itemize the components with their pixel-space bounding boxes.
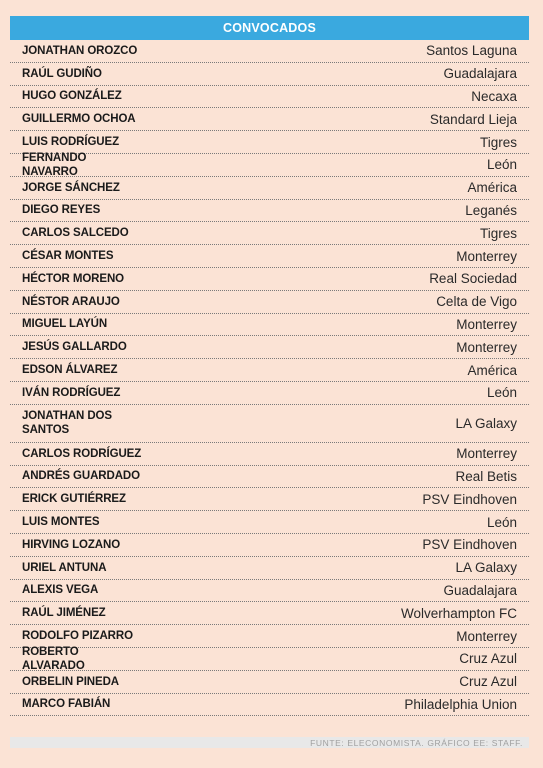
player-club: Leganés	[465, 202, 517, 218]
player-name: ORBELIN PINEDA	[22, 675, 119, 688]
player-name: LUIS RODRÍGUEZ	[22, 136, 119, 149]
table-row	[10, 268, 529, 291]
table-row	[10, 245, 529, 268]
table-row	[10, 151, 529, 178]
source-footer	[10, 737, 529, 748]
player-name: FERNANDO NAVARRO	[22, 151, 87, 178]
table-row	[10, 291, 529, 314]
player-name: EDSON ÁLVAREZ	[22, 364, 118, 377]
source-text: FUNTE: ELECONOMISTA. GRÁFICO EE: STAFF.	[310, 737, 523, 748]
table-row	[10, 200, 529, 223]
player-club: Guadalajara	[443, 66, 517, 82]
table-row	[10, 466, 529, 489]
player-name: MIGUEL LAYÚN	[22, 318, 108, 331]
player-name: GUILLERMO OCHOA	[22, 113, 136, 126]
player-club: Monterrey	[456, 339, 517, 355]
player-club: PSV Eindhoven	[422, 491, 517, 507]
player-club: Monterrey	[456, 446, 517, 462]
player-club: León	[486, 385, 517, 401]
player-club: LA Galaxy	[455, 560, 517, 576]
player-name: JONATHAN OROZCO	[22, 44, 138, 57]
player-club: Real Sociedad	[429, 271, 517, 287]
player-name: MARCO FABIÁN	[22, 698, 111, 711]
roster-card	[10, 16, 529, 716]
table-row	[10, 359, 529, 382]
player-name: ANDRÉS GUARDADO	[22, 470, 140, 483]
player-club: Tigres	[479, 134, 517, 150]
player-name: LUIS MONTES	[22, 516, 100, 529]
player-club: Guadalajara	[443, 582, 517, 598]
player-club: América	[467, 362, 517, 378]
player-name: JONATHAN DOS SANTOS	[22, 410, 112, 437]
header-title: CONVOCADOS	[223, 21, 316, 35]
player-club: Wolverhampton FC	[400, 605, 517, 621]
table-row	[10, 694, 529, 717]
player-club: Real Betis	[455, 468, 517, 484]
table-row	[10, 314, 529, 337]
player-club: LA Galaxy	[455, 415, 517, 431]
player-name: ROBERTO ALVARADO	[22, 645, 85, 672]
table-row	[10, 488, 529, 511]
player-name: DIEGO REYES	[22, 204, 101, 217]
player-club: Cruz Azul	[459, 651, 517, 667]
player-club: Standard Lieja	[429, 111, 517, 127]
player-club: PSV Eindhoven	[422, 537, 517, 553]
table-row	[10, 443, 529, 466]
table-row	[10, 177, 529, 200]
player-name: RODOLFO PIZARRO	[22, 630, 133, 643]
table-row	[10, 63, 529, 86]
table-row	[10, 382, 529, 405]
roster-table	[10, 40, 529, 716]
player-club: Philadelphia Union	[404, 696, 517, 712]
table-row	[10, 580, 529, 603]
player-name: NÉSTOR ARAUJO	[22, 295, 120, 308]
table-header	[10, 16, 529, 40]
table-row	[10, 86, 529, 109]
table-row	[10, 40, 529, 63]
player-name: HÉCTOR MORENO	[22, 272, 124, 285]
table-row	[10, 645, 529, 672]
table-row	[10, 671, 529, 694]
player-name: HIRVING LOZANO	[22, 538, 121, 551]
player-club: Santos Laguna	[426, 43, 517, 59]
player-name: JORGE SÁNCHEZ	[22, 181, 120, 194]
table-row	[10, 405, 529, 443]
player-club: Celta de Vigo	[436, 294, 517, 310]
table-row	[10, 108, 529, 131]
table-row	[10, 511, 529, 534]
player-name: CÉSAR MONTES	[22, 250, 114, 263]
player-club: Monterrey	[456, 248, 517, 264]
player-name: ALEXIS VEGA	[22, 584, 99, 597]
player-name: CARLOS SALCEDO	[22, 227, 129, 240]
table-row	[10, 336, 529, 359]
player-name: IVÁN RODRÍGUEZ	[22, 386, 121, 399]
player-club: Cruz Azul	[459, 674, 517, 690]
player-name: JESÚS GALLARDO	[22, 341, 127, 354]
table-row	[10, 602, 529, 625]
player-name: RAÚL GUDIÑO	[22, 67, 102, 80]
player-name: URIEL ANTUNA	[22, 561, 107, 574]
player-club: América	[467, 180, 517, 196]
player-club: Tigres	[479, 225, 517, 241]
player-club: León	[486, 157, 517, 173]
player-name: CARLOS RODRÍGUEZ	[22, 447, 142, 460]
table-row	[10, 557, 529, 580]
player-club: León	[486, 514, 517, 530]
table-row	[10, 222, 529, 245]
player-name: RAÚL JIMÉNEZ	[22, 607, 106, 620]
table-row	[10, 534, 529, 557]
player-name: ERICK GUTIÉRREZ	[22, 493, 126, 506]
player-club: Monterrey	[456, 628, 517, 644]
player-club: Monterrey	[456, 316, 517, 332]
player-name: HUGO GONZÁLEZ	[22, 90, 122, 103]
player-club: Necaxa	[471, 88, 517, 104]
